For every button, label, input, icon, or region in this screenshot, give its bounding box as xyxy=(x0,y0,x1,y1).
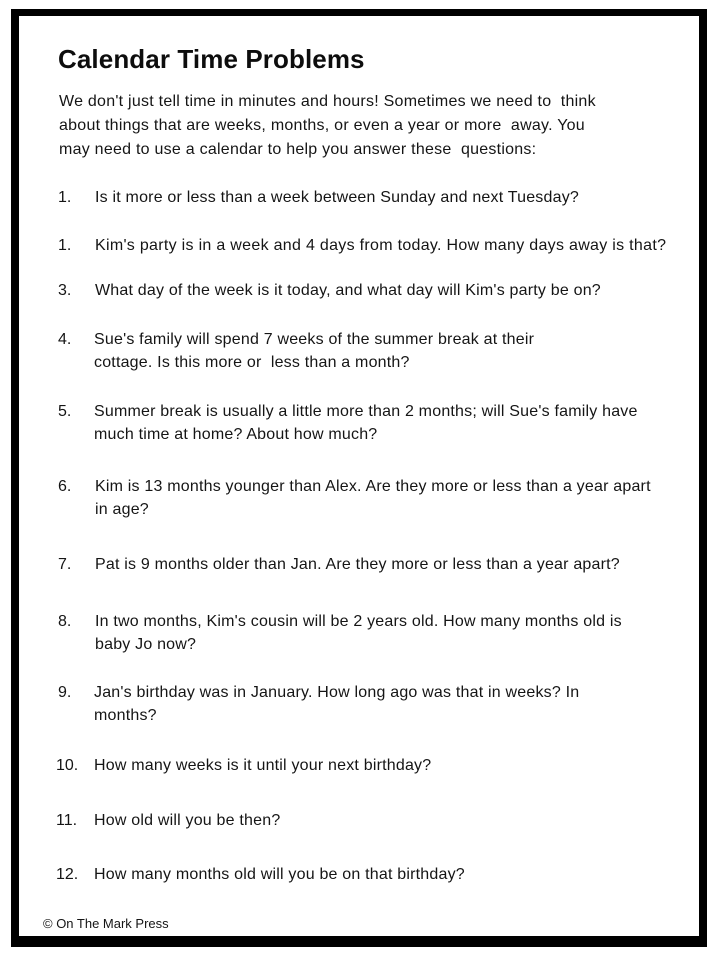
intro-line: We don't just tell time in minutes and hours! Sometimes we need to think xyxy=(59,93,596,110)
question-text: Sue's family will spend 7 weeks of the summer break at their xyxy=(94,331,535,348)
question-text: Kim's party is in a week and 4 days from today. How many days away is that? xyxy=(95,237,667,254)
question-number: 4. xyxy=(58,331,72,348)
question-text: Is it more or less than a week between Sunday and next Tuesday? xyxy=(95,189,579,206)
question-text-continued: cottage. Is this more or less than a month? xyxy=(94,354,410,371)
question-text: In two months, Kim's cousin will be 2 years old. How many months old is xyxy=(95,613,622,630)
copyright-footer: © On The Mark Press xyxy=(43,916,169,931)
question-number: 12. xyxy=(56,866,79,883)
question-number: 1. xyxy=(58,237,72,254)
question-number: 7. xyxy=(58,556,72,573)
question-text-continued: baby Jo now? xyxy=(95,636,197,653)
question-text-continued: in age? xyxy=(95,501,149,518)
question-number: 1. xyxy=(58,189,72,206)
question-text: How many weeks is it until your next birthday? xyxy=(94,757,432,774)
question-text: How many months old will you be on that birthday? xyxy=(94,866,465,883)
question-number: 9. xyxy=(58,684,72,701)
question-text-continued: months? xyxy=(94,707,157,724)
question-text: Jan's birthday was in January. How long ago was that in weeks? In xyxy=(94,684,580,701)
page-title: Calendar Time Problems xyxy=(58,44,365,74)
question-text: Pat is 9 months older than Jan. Are they more or less than a year apart? xyxy=(95,556,620,573)
question-number: 3. xyxy=(58,282,72,299)
question-text: What day of the week is it today, and what day will Kim's party be on? xyxy=(95,282,601,299)
question-text: Kim is 13 months younger than Alex. Are they more or less than a year apart xyxy=(95,478,651,495)
question-number: 6. xyxy=(58,478,72,495)
question-number: 5. xyxy=(58,403,72,420)
question-number: 10. xyxy=(56,757,79,774)
question-text-continued: much time at home? About how much? xyxy=(94,426,378,443)
intro-line: may need to use a calendar to help you answer these questions: xyxy=(59,141,537,158)
question-number: 11. xyxy=(56,812,78,829)
question-number: 8. xyxy=(58,613,72,630)
question-text: Summer break is usually a little more than 2 months; will Sue's family have xyxy=(94,403,638,420)
intro-line: about things that are weeks, months, or even a year or more away. You xyxy=(59,117,585,134)
question-text: How old will you be then? xyxy=(94,812,281,829)
